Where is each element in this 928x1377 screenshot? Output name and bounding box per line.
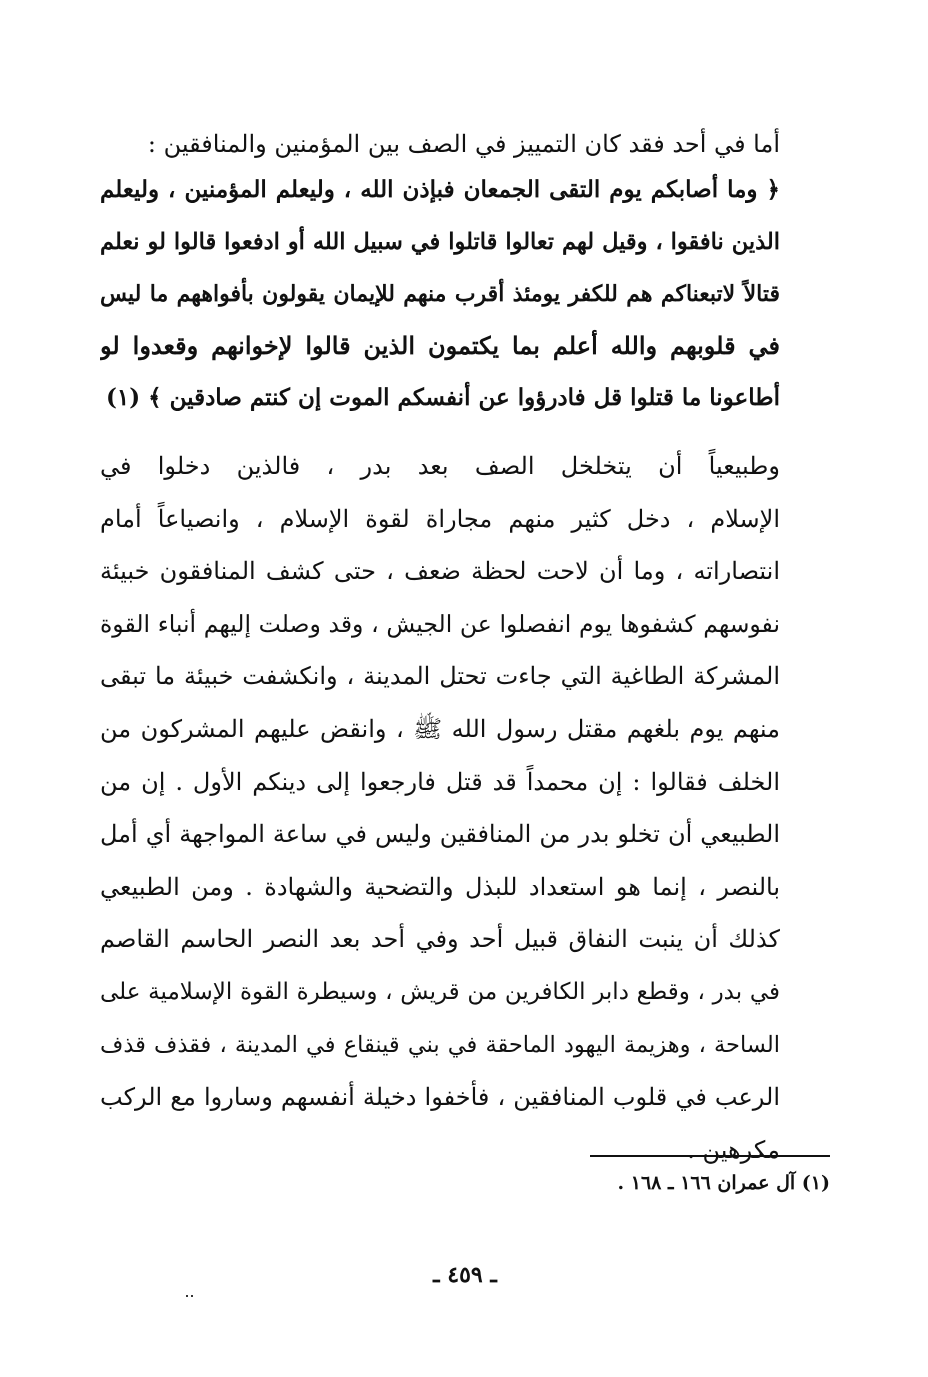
footnote: (١) آل عمران ١٦٦ ـ ١٦٨ . [617,1172,830,1194]
body-line: الخلف فقالوا : إن محمداً قد قتل فارجعوا إلى دينكم الأول . إن من [100,767,780,796]
intro-paragraph [100,118,780,170]
quote-line: قتالاً لاتبعناكم هم للكفر يومئذ أقرب منهم للإيمان يقولون بأفواههم ما ليس [100,281,780,307]
body-line: الرعب في قلوب المنافقين ، فأخفوا دخيلة أنفسهم وساروا مع الركب [100,1083,780,1112]
body-line: مكرهين . [687,1135,780,1164]
scan-speck [186,1295,194,1298]
quote-line: الذين نافقوا ، وقيل لهم تعالوا قاتلوا في سبيل الله أو ادفعوا قالوا لو نعلم [100,229,780,255]
body-line: المشركة الطاغية التي جاءت تحتل المدينة ، وانكشفت خبيئة ما تبقى [100,662,780,691]
body-line: الساحة ، وهزيمة اليهود الماحقة في بني قينقاع في المدينة ، فقذف قذف [100,1031,780,1058]
body-line: الطبيعي أن تخلو بدر من المنافقين وليس في ساعة المواجهة أي أمل [100,820,780,849]
body-line: منهم يوم بلغهم مقتل رسول الله ﷺ ، وانقض عليهم المشركون من [100,714,780,743]
body-line: في بدر ، وقطع دابر الكافرين من قريش ، وسيطرة القوة الإسلامية على [100,978,780,1005]
body-line: كذلك أن ينبت النفاق قبيل أحد وفي أحد بعد النصر الحاسم القاصم [100,925,780,954]
quote-line: ﴿ وما أصابكم يوم التقى الجمعان فبإذن الله ، وليعلم المؤمنين ، وليعلم [100,176,780,203]
page-number: ـ ٤٥٩ ـ [433,1262,497,1288]
intro-line: أما في أحد فقد كان التمييز في الصف بين المؤمنين والمنافقين : [147,130,780,158]
body-line: نفوسهم كشفوها يوم انفصلوا عن الجيش ، وقد وصلت إليهم أنباء القوة [100,609,780,638]
quote-line: أطاعونا ما قتلوا قل فادرؤوا عن أنفسكم الموت إن كنتم صادقين ﴾ (١) [106,384,780,411]
body-line: انتصاراته ، وما أن لاحت لحظة ضعف ، حتى كشف المنافقون خبيئة [100,557,780,586]
body-line: بالنصر ، إنما هو استعداد للبذل والتضحية والشهادة . ومن الطبيعي [100,872,780,901]
body-line: وطبيعياً أن يتخلخل الصف بعد بدر ، فالذين دخلوا في [100,452,780,480]
body-line: الإسلام ، دخل كثير منهم مجاراة لقوة الإسلام ، وانصياعاً أمام [100,504,780,533]
footnote-divider [590,1155,830,1157]
quote-line: في قلوبهم والله أعلم بما يكتمون الذين قالوا لإخوانهم وقعدوا لو [100,331,780,360]
quran-quote [100,164,780,424]
body-paragraph [100,440,780,1176]
